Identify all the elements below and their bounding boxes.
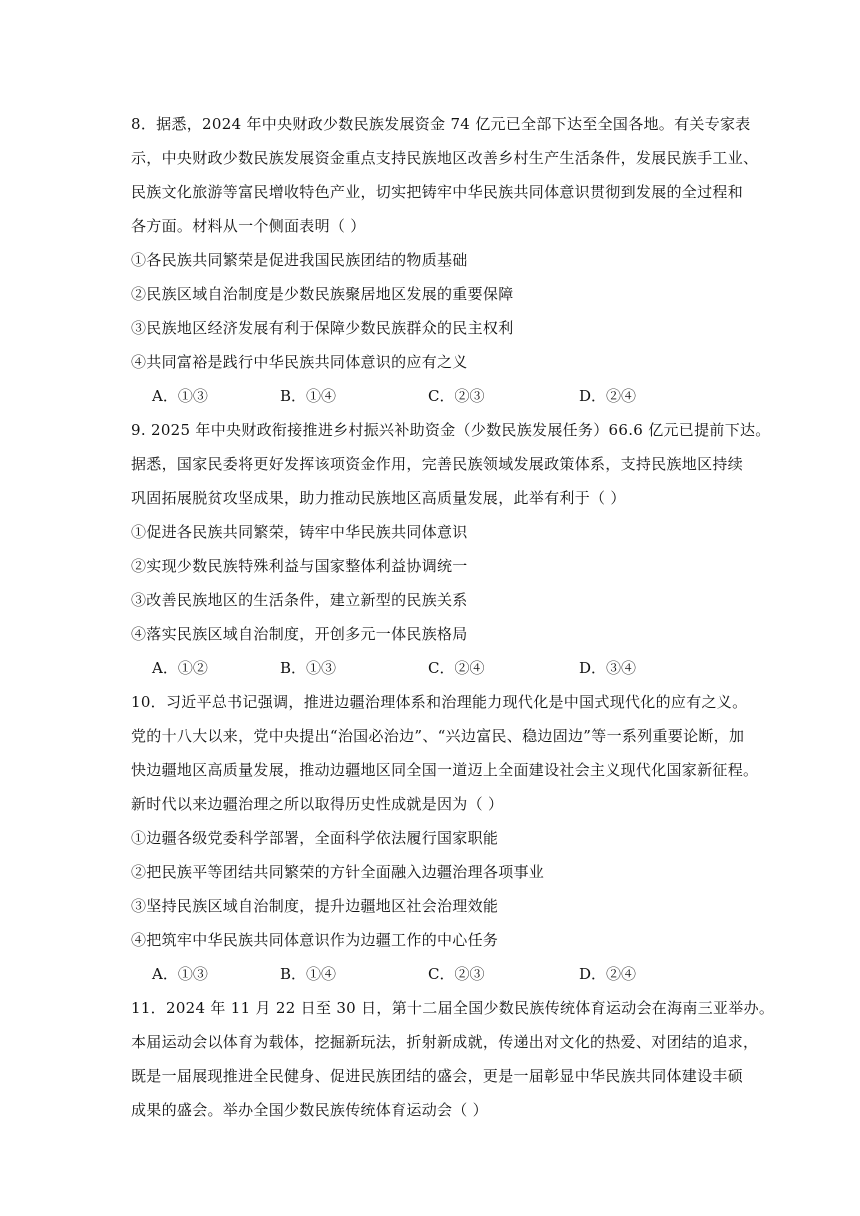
statement-item: ①促进各民族共同繁荣，铸牢中华民族共同体意识 (131, 523, 468, 541)
question-stem-line: 成果的盛会。举办全国少数民族传统体育运动会（ ） (131, 1101, 488, 1119)
option-a: A．①③ (152, 387, 208, 405)
option-b: B．①③ (280, 659, 337, 677)
question-stem-line: 巩固拓展脱贫攻坚成果，助力推动民族地区高质量发展，此举有利于（ ） (131, 489, 626, 507)
question-stem-line: 民族文化旅游等富民增收特色产业，切实把铸牢中华民族共同体意识贯彻到发展的全过程和 (131, 183, 744, 201)
option-c: C．②③ (428, 387, 485, 405)
option-b: B．①④ (280, 387, 337, 405)
question-stem-line: 党的十八大以来，党中央提出“治国必治边”、“兴边富民、稳边固边”等一系列重要论断，加 (131, 727, 745, 745)
option-d: D．②④ (579, 965, 637, 983)
question-stem-line: 各方面。材料从一个侧面表明（ ） (131, 217, 366, 235)
statement-item: ④把筑牢中华民族共同体意识作为边疆工作的中心任务 (131, 931, 499, 949)
option-d: D．②④ (579, 387, 637, 405)
statement-item: ②民族区域自治制度是少数民族聚居地区发展的重要保障 (131, 285, 514, 303)
statement-item: ②把民族平等团结共同繁荣的方针全面融入边疆治理各项事业 (131, 863, 545, 881)
question-stem-line: 示，中央财政少数民族发展资金重点支持民族地区改善乡村生产生活条件，发展民族手工业、 (131, 149, 759, 167)
statement-item: ①边疆各级党委科学部署，全面科学依法履行国家职能 (131, 829, 499, 847)
option-d: D．③④ (579, 659, 637, 677)
option-a: A．①③ (152, 965, 208, 983)
question-stem-line: 据悉，国家民委将更好发挥该项资金作用，完善民族领域发展政策体系，支持民族地区持续 (131, 455, 744, 473)
question-stem-line: 本届运动会以体育为载体，挖掘新玩法，折射新成就，传递出对文化的热爱、对团结的追求， (131, 1033, 759, 1051)
question-stem-line: 10．习近平总书记强调，推进边疆治理体系和治理能力现代化是中国式现代化的应有之义。 (131, 693, 748, 711)
statement-item: ③坚持民族区域自治制度，提升边疆地区社会治理效能 (131, 897, 499, 915)
option-a: A．①② (152, 659, 208, 677)
option-b: B．①④ (280, 965, 337, 983)
option-c: C．②③ (428, 965, 485, 983)
statement-item: ②实现少数民族特殊利益与国家整体利益协调统一 (131, 557, 468, 575)
question-stem-line: 快边疆地区高质量发展，推动边疆地区同全国一道迈上全面建设社会主义现代化国家新征程。 (131, 761, 759, 779)
statement-item: ③民族地区经济发展有利于保障少数民族群众的民主权利 (131, 319, 514, 337)
statement-item: ①各民族共同繁荣是促进我国民族团结的物质基础 (131, 251, 468, 269)
question-stem-line: 9. 2025 年中央财政衔接推进乡村振兴补助资金（少数民族发展任务）66.6 亿元已提前下达。 (131, 421, 771, 439)
statement-item: ④共同富裕是践行中华民族共同体意识的应有之义 (131, 353, 468, 371)
statement-item: ③改善民族地区的生活条件，建立新型的民族关系 (131, 591, 468, 609)
question-stem-line: 11．2024 年 11 月 22 日至 30 日，第十二届全国少数民族传统体育运动会在海南三亚举办。 (131, 999, 775, 1017)
option-c: C．②④ (428, 659, 485, 677)
question-stem-line: 8．据悉，2024 年中央财政少数民族发展资金 74 亿元已全部下达至全国各地。有关专家表 (131, 115, 751, 133)
statement-item: ④落实民族区域自治制度，开创多元一体民族格局 (131, 625, 468, 643)
question-stem-line: 既是一届展现推进全民健身、促进民族团结的盛会，更是一届彰显中华民族共同体建设丰硕 (131, 1067, 744, 1085)
question-stem-line: 新时代以来边疆治理之所以取得历史性成就是因为（ ） (131, 795, 504, 813)
